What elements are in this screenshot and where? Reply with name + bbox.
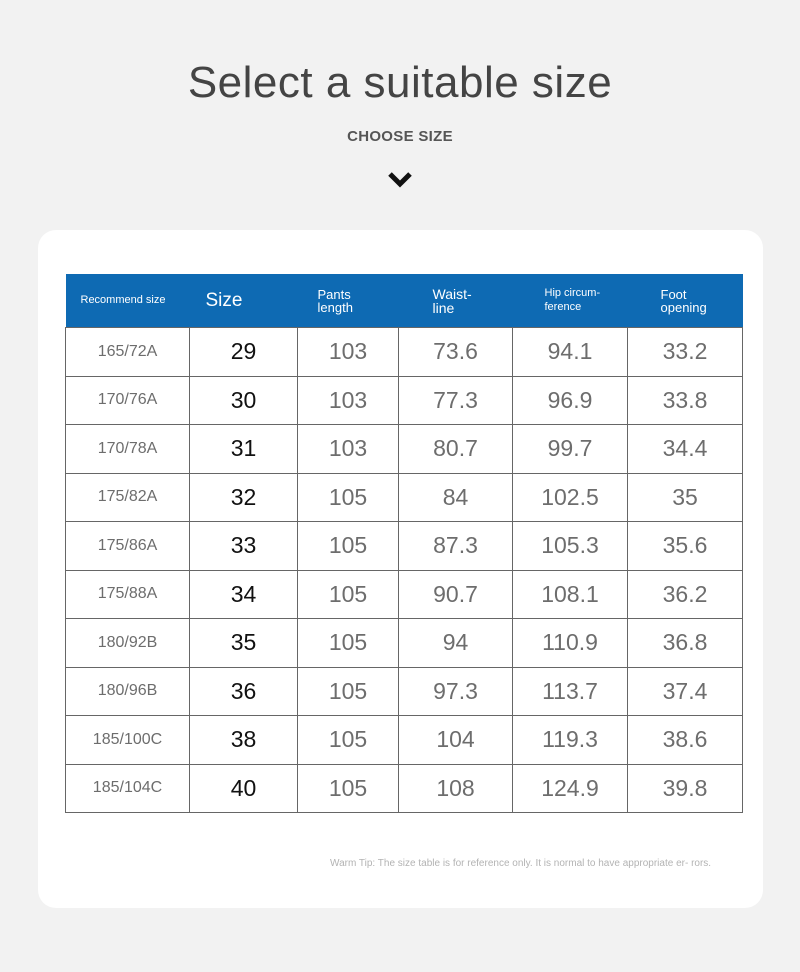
table-row <box>66 425 743 474</box>
foot-opening-cell: 33.8 <box>628 376 743 425</box>
hip-circumference-cell: 96.9 <box>513 376 628 425</box>
pants-length-cell: 105 <box>298 764 399 813</box>
waistline-cell: 108 <box>399 764 513 813</box>
page-title: Select a suitable size <box>187 58 613 107</box>
header-pants-line2: length <box>317 299 353 315</box>
header-pants-length <box>298 274 399 328</box>
size-cell: 29 <box>190 328 298 377</box>
header-recommend-size <box>66 274 190 328</box>
table-row <box>66 473 743 522</box>
pants-length-cell: 105 <box>298 619 399 668</box>
table-row <box>66 716 743 765</box>
hip-circumference-cell: 124.9 <box>513 764 628 813</box>
hip-circumference-cell: 102.5 <box>513 473 628 522</box>
waistline-cell: 104 <box>399 716 513 765</box>
page-subtitle: CHOOSE SIZE <box>347 128 453 145</box>
foot-opening-cell: 37.4 <box>628 667 743 716</box>
header-waistline <box>399 274 513 328</box>
table-row <box>66 619 743 668</box>
header-size-label: Size <box>205 290 243 311</box>
recommend-size-cell: 185/100C <box>66 716 190 765</box>
waistline-cell: 77.3 <box>399 376 513 425</box>
header-hip-line2: ference <box>544 301 582 313</box>
recommend-size-cell: 175/82A <box>66 473 190 522</box>
header-recommend-label: Recommend size <box>80 294 166 306</box>
hip-circumference-cell: 99.7 <box>513 425 628 474</box>
recommend-size-cell: 175/88A <box>66 570 190 619</box>
foot-opening-cell: 34.4 <box>628 425 743 474</box>
table-row <box>66 376 743 425</box>
size-cell: 40 <box>190 764 298 813</box>
table-row <box>66 667 743 716</box>
waistline-cell: 80.7 <box>399 425 513 474</box>
hip-circumference-cell: 110.9 <box>513 619 628 668</box>
header-foot-opening <box>628 274 743 328</box>
foot-opening-cell: 33.2 <box>628 328 743 377</box>
hip-circumference-cell: 105.3 <box>513 522 628 571</box>
table-row <box>66 328 743 377</box>
recommend-size-cell: 170/78A <box>66 425 190 474</box>
size-cell: 30 <box>190 376 298 425</box>
foot-opening-cell: 36.8 <box>628 619 743 668</box>
foot-opening-cell: 38.6 <box>628 716 743 765</box>
size-cell: 38 <box>190 716 298 765</box>
table-row <box>66 522 743 571</box>
pants-length-cell: 105 <box>298 522 399 571</box>
header-hip-circumference <box>513 274 628 328</box>
table-header-row <box>66 274 743 328</box>
header-foot-line1: Foot <box>660 286 687 302</box>
hip-circumference-cell: 108.1 <box>513 570 628 619</box>
chevron-down-icon <box>387 168 413 190</box>
size-cell: 33 <box>190 522 298 571</box>
hip-circumference-cell: 119.3 <box>513 716 628 765</box>
header-waist-line2: line <box>432 299 455 316</box>
size-cell: 31 <box>190 425 298 474</box>
waistline-cell: 90.7 <box>399 570 513 619</box>
pants-length-cell: 105 <box>298 716 399 765</box>
recommend-size-cell: 165/72A <box>66 328 190 377</box>
foot-opening-cell: 39.8 <box>628 764 743 813</box>
size-table-body <box>66 328 743 813</box>
recommend-size-cell: 180/92B <box>66 619 190 668</box>
recommend-size-cell: 175/86A <box>66 522 190 571</box>
header-foot-line2: opening <box>660 299 707 315</box>
hip-circumference-cell: 113.7 <box>513 667 628 716</box>
waistline-cell: 84 <box>399 473 513 522</box>
header-hip-line1: Hip circum- <box>544 287 601 299</box>
size-table <box>65 274 743 813</box>
size-cell: 36 <box>190 667 298 716</box>
header-pants-line1: Pants <box>317 286 351 302</box>
header-size <box>190 274 298 328</box>
size-cell: 35 <box>190 619 298 668</box>
header-waist-line1: Waist- <box>432 285 472 302</box>
warm-tip: Warm Tip: The size table is for reference only. It is normal to have appropriate er- rors. <box>330 858 712 869</box>
waistline-cell: 87.3 <box>399 522 513 571</box>
hip-circumference-cell: 94.1 <box>513 328 628 377</box>
waistline-cell: 97.3 <box>399 667 513 716</box>
pants-length-cell: 103 <box>298 328 399 377</box>
pants-length-cell: 103 <box>298 376 399 425</box>
recommend-size-cell: 170/76A <box>66 376 190 425</box>
pants-length-cell: 105 <box>298 473 399 522</box>
foot-opening-cell: 36.2 <box>628 570 743 619</box>
waistline-cell: 94 <box>399 619 513 668</box>
pants-length-cell: 105 <box>298 667 399 716</box>
size-cell: 32 <box>190 473 298 522</box>
pants-length-cell: 105 <box>298 570 399 619</box>
foot-opening-cell: 35.6 <box>628 522 743 571</box>
table-row <box>66 570 743 619</box>
size-cell: 34 <box>190 570 298 619</box>
foot-opening-cell: 35 <box>628 473 743 522</box>
waistline-cell: 73.6 <box>399 328 513 377</box>
pants-length-cell: 103 <box>298 425 399 474</box>
table-row <box>66 764 743 813</box>
recommend-size-cell: 185/104C <box>66 764 190 813</box>
recommend-size-cell: 180/96B <box>66 667 190 716</box>
